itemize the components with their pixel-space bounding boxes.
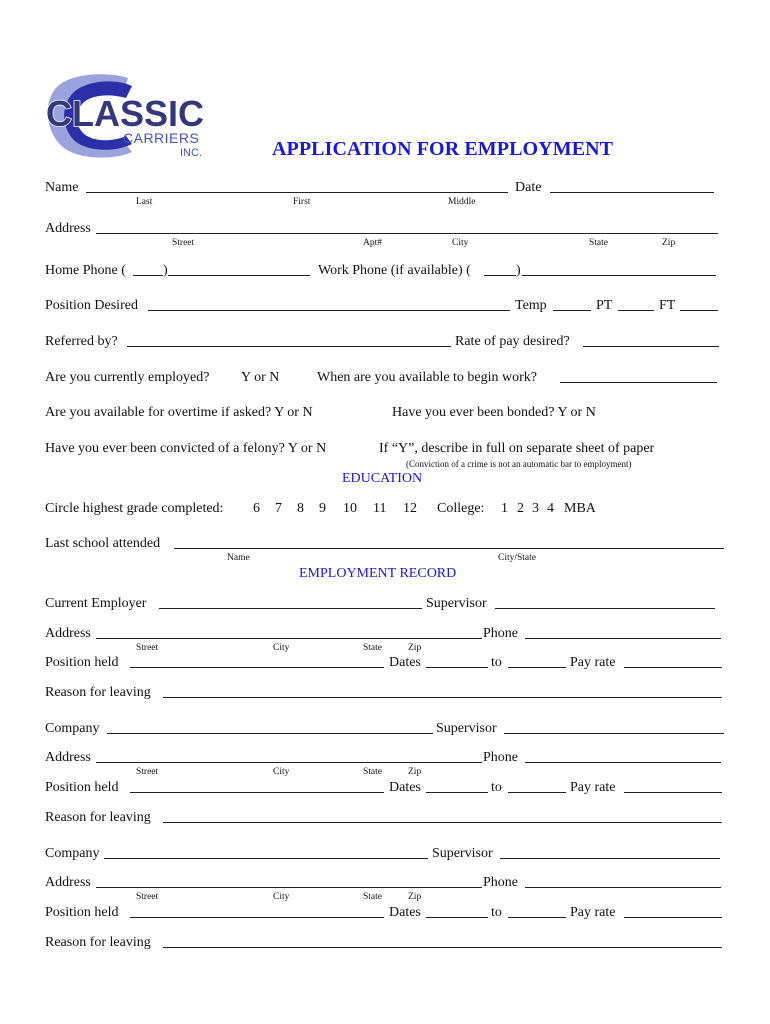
position-held-field-3[interactable] bbox=[130, 917, 384, 918]
education-heading: EDUCATION bbox=[342, 471, 423, 486]
rate-of-pay-label: Rate of pay desired? bbox=[455, 334, 570, 349]
logo-inc-text: INC. bbox=[180, 147, 202, 159]
supervisor-label-2: Supervisor bbox=[436, 721, 497, 736]
ft-label: FT bbox=[659, 298, 676, 313]
reason-leaving-field-2[interactable] bbox=[163, 822, 722, 823]
pt-label: PT bbox=[596, 298, 613, 313]
emp-address-sub-street-3: Street bbox=[136, 892, 159, 902]
referred-by-field[interactable] bbox=[127, 346, 451, 347]
reason-leaving-label-3: Reason for leaving bbox=[45, 935, 151, 950]
position-held-field-1[interactable] bbox=[130, 667, 384, 668]
dates-from-field-2[interactable] bbox=[426, 792, 488, 793]
grade-10[interactable]: 10 bbox=[343, 501, 357, 516]
logo-classic-text: CLASSIC bbox=[46, 93, 205, 134]
dates-from-field-1[interactable] bbox=[426, 667, 488, 668]
home-phone-area-field[interactable] bbox=[133, 275, 163, 276]
dates-to-field-1[interactable] bbox=[508, 667, 566, 668]
dates-label-3: Dates bbox=[389, 905, 421, 920]
temp-field[interactable] bbox=[553, 310, 591, 311]
phone-field-2[interactable] bbox=[525, 762, 721, 763]
work-phone-area-field[interactable] bbox=[484, 275, 516, 276]
form-title: APPLICATION FOR EMPLOYMENT bbox=[272, 138, 614, 160]
emp-address-sub-city-2: City bbox=[273, 767, 290, 777]
current-employer-field[interactable] bbox=[159, 608, 422, 609]
company-label-3: Company bbox=[45, 846, 100, 861]
name-sub-first: First bbox=[293, 197, 311, 207]
company-field-3[interactable] bbox=[104, 858, 428, 859]
company-field-2[interactable] bbox=[107, 733, 433, 734]
supervisor-field-1[interactable] bbox=[495, 608, 715, 609]
felony-note: (Conviction of a crime is not an automatic bar to employment) bbox=[406, 459, 632, 469]
emp-address-sub-state-1: State bbox=[363, 643, 382, 653]
address-sub-street: Street bbox=[172, 238, 195, 248]
referred-by-label: Referred by? bbox=[45, 334, 118, 349]
supervisor-field-2[interactable] bbox=[504, 733, 724, 734]
dates-to-field-3[interactable] bbox=[508, 917, 566, 918]
felony-question[interactable]: Have you ever been convicted of a felony? Y or N bbox=[45, 441, 327, 456]
pay-rate-field-1[interactable] bbox=[624, 667, 722, 668]
grade-9[interactable]: 9 bbox=[319, 501, 326, 516]
employment-record-heading: EMPLOYMENT RECORD bbox=[299, 566, 457, 581]
school-sub-city-state: City/State bbox=[498, 553, 536, 563]
position-desired-field[interactable] bbox=[148, 310, 510, 311]
home-phone-field[interactable] bbox=[168, 275, 310, 276]
pt-field[interactable] bbox=[618, 310, 654, 311]
college-year-4[interactable]: 4 bbox=[547, 501, 554, 516]
classic-carriers-logo bbox=[40, 72, 240, 162]
grade-12[interactable]: 12 bbox=[403, 501, 417, 516]
grade-6[interactable]: 6 bbox=[253, 501, 260, 516]
logo-carriers-text: CARRIERS bbox=[123, 130, 200, 146]
to-label-3: to bbox=[491, 905, 502, 920]
emp-address-sub-zip-2: Zip bbox=[408, 767, 422, 777]
employer-address-field-3[interactable] bbox=[96, 887, 482, 888]
emp-address-sub-city-1: City bbox=[273, 643, 290, 653]
rate-of-pay-field[interactable] bbox=[583, 346, 719, 347]
supervisor-label-3: Supervisor bbox=[432, 846, 493, 861]
employer-address-label-1: Address bbox=[45, 626, 91, 641]
phone-label-3: Phone bbox=[483, 875, 518, 890]
address-sub-state: State bbox=[589, 238, 608, 248]
college-mba[interactable]: MBA bbox=[564, 501, 596, 516]
reason-leaving-field-1[interactable] bbox=[163, 697, 722, 698]
currently-employed-question: Are you currently employed? bbox=[45, 370, 210, 385]
pay-rate-label-2: Pay rate bbox=[570, 780, 616, 795]
home-phone-close: ) bbox=[163, 263, 168, 278]
temp-label: Temp bbox=[515, 298, 547, 313]
dates-label-2: Dates bbox=[389, 780, 421, 795]
overtime-question[interactable]: Are you available for overtime if asked? Y or N bbox=[45, 405, 313, 420]
date-label: Date bbox=[515, 180, 542, 195]
pay-rate-label-1: Pay rate bbox=[570, 655, 616, 670]
address-sub-apt: Apt# bbox=[363, 238, 382, 248]
emp-address-sub-street-1: Street bbox=[136, 643, 159, 653]
address-field[interactable] bbox=[96, 233, 718, 234]
position-desired-label: Position Desired bbox=[45, 298, 138, 313]
name-label: Name bbox=[45, 180, 79, 195]
felony-describe-text: If “Y”, describe in full on separate sheet of paper bbox=[379, 441, 655, 456]
reason-leaving-label-1: Reason for leaving bbox=[45, 685, 151, 700]
phone-field-3[interactable] bbox=[525, 887, 721, 888]
to-label-1: to bbox=[491, 655, 502, 670]
dates-to-field-2[interactable] bbox=[508, 792, 566, 793]
company-label-2: Company bbox=[45, 721, 100, 736]
employer-address-field-1[interactable] bbox=[96, 638, 482, 639]
last-school-field[interactable] bbox=[174, 548, 724, 549]
name-field[interactable] bbox=[86, 192, 508, 193]
employer-address-label-3: Address bbox=[45, 875, 91, 890]
availability-question: When are you available to begin work? bbox=[317, 370, 538, 385]
reason-leaving-field-3[interactable] bbox=[163, 947, 722, 948]
name-sub-middle: Middle bbox=[448, 197, 476, 207]
grade-8[interactable]: 8 bbox=[297, 501, 304, 516]
college-year-2[interactable]: 2 bbox=[517, 501, 524, 516]
name-sub-last: Last bbox=[136, 197, 153, 207]
phone-label-1: Phone bbox=[483, 626, 518, 641]
supervisor-field-3[interactable] bbox=[500, 858, 720, 859]
position-held-label-2: Position held bbox=[45, 780, 119, 795]
work-phone-close: ) bbox=[516, 263, 521, 278]
phone-field-1[interactable] bbox=[525, 638, 721, 639]
emp-address-sub-state-3: State bbox=[363, 892, 382, 902]
current-employer-label: Current Employer bbox=[45, 596, 147, 611]
grade-7[interactable]: 7 bbox=[275, 501, 282, 516]
dates-label-1: Dates bbox=[389, 655, 421, 670]
ft-field[interactable] bbox=[680, 310, 718, 311]
address-label: Address bbox=[45, 221, 91, 236]
college-label: College: bbox=[437, 501, 485, 516]
position-held-label-1: Position held bbox=[45, 655, 119, 670]
bonded-question[interactable]: Have you ever been bonded? Y or N bbox=[392, 405, 596, 420]
pay-rate-label-3: Pay rate bbox=[570, 905, 616, 920]
phone-label-2: Phone bbox=[483, 750, 518, 765]
employer-address-field-2[interactable] bbox=[96, 762, 482, 763]
employer-address-label-2: Address bbox=[45, 750, 91, 765]
pay-rate-field-2[interactable] bbox=[624, 792, 722, 793]
emp-address-sub-street-2: Street bbox=[136, 767, 159, 777]
pay-rate-field-3[interactable] bbox=[624, 917, 722, 918]
work-phone-label: Work Phone (if available) ( bbox=[318, 263, 471, 278]
address-sub-city: City bbox=[452, 238, 469, 248]
work-phone-field[interactable] bbox=[522, 275, 716, 276]
dates-from-field-3[interactable] bbox=[426, 917, 488, 918]
date-field[interactable] bbox=[550, 192, 714, 193]
supervisor-label-1: Supervisor bbox=[426, 596, 487, 611]
emp-address-sub-zip-3: Zip bbox=[408, 892, 422, 902]
grade-label: Circle highest grade completed: bbox=[45, 501, 224, 516]
position-held-field-2[interactable] bbox=[130, 792, 384, 793]
address-sub-zip: Zip bbox=[662, 238, 676, 248]
grade-11[interactable]: 11 bbox=[373, 501, 387, 516]
college-year-1[interactable]: 1 bbox=[501, 501, 508, 516]
emp-address-sub-state-2: State bbox=[363, 767, 382, 777]
currently-employed-yn[interactable]: Y or N bbox=[241, 370, 280, 385]
home-phone-label: Home Phone ( bbox=[45, 263, 126, 278]
to-label-2: to bbox=[491, 780, 502, 795]
availability-field[interactable] bbox=[560, 382, 717, 383]
last-school-label: Last school attended bbox=[45, 536, 161, 551]
college-year-3[interactable]: 3 bbox=[532, 501, 539, 516]
school-sub-name: Name bbox=[227, 553, 250, 563]
position-held-label-3: Position held bbox=[45, 905, 119, 920]
emp-address-sub-city-3: City bbox=[273, 892, 290, 902]
reason-leaving-label-2: Reason for leaving bbox=[45, 810, 151, 825]
emp-address-sub-zip-1: Zip bbox=[408, 643, 422, 653]
